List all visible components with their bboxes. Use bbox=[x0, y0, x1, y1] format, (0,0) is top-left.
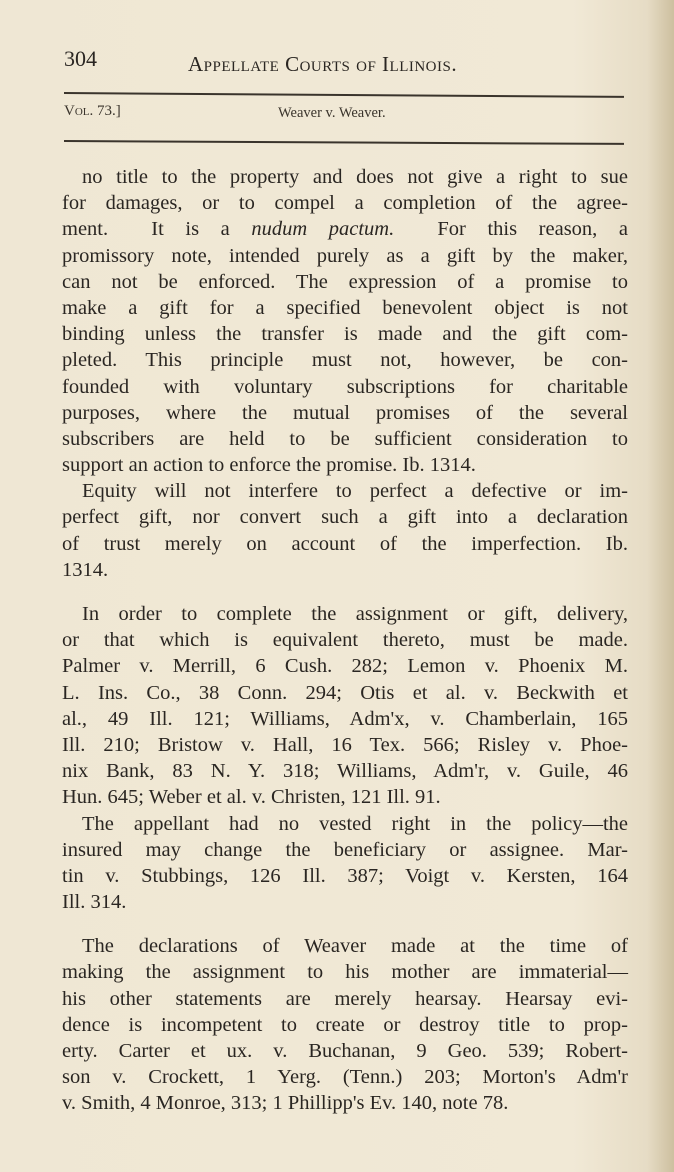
text-line: promissory note, intended purely as a gift by the maker, bbox=[62, 244, 628, 267]
header-rule-top bbox=[64, 92, 624, 97]
text-line: or that which is equivalent thereto, must be made. bbox=[62, 629, 628, 652]
text-line: Ill. 210; Bristow v. Hall, 16 Tex. 566; Risley v. Phoe- bbox=[62, 733, 628, 756]
text-line: no title to the property and does not give a right to sue bbox=[82, 166, 628, 188]
text-line: making the assignment to his mother are immaterial— bbox=[62, 961, 628, 984]
paragraph bbox=[62, 811, 628, 916]
header-rule-bottom bbox=[64, 140, 624, 144]
text-line: of trust merely on account of the imperfection. Ib. bbox=[62, 532, 628, 555]
text-segment: For this reason, a bbox=[394, 218, 628, 241]
italic-phrase: nudum pactum. bbox=[251, 218, 395, 241]
body-text bbox=[62, 164, 628, 1117]
text-line: subscribers are held to be sufficient consideration to bbox=[62, 427, 628, 450]
text-line bbox=[62, 216, 628, 242]
text-line: Hun. 645; Weber et al. v. Christen, 121 Ill. 91. bbox=[62, 786, 441, 809]
text-line: support an action to enforce the promise. Ib. 1314. bbox=[62, 454, 476, 477]
text-line: insured may change the beneficiary or assignee. Mar- bbox=[62, 838, 628, 861]
running-title: Appellate Courts of Illinois. bbox=[188, 52, 458, 76]
paragraph bbox=[62, 601, 628, 811]
paragraph bbox=[62, 164, 628, 478]
text-line: can not be enforced. The expression of a promise to bbox=[62, 270, 628, 293]
text-line: L. Ins. Co., 38 Conn. 294; Otis et al. v. Beckwith et bbox=[62, 681, 628, 704]
text-line: Ill. 314. bbox=[62, 891, 127, 914]
text-line: The declarations of Weaver made at the time of bbox=[82, 935, 628, 958]
page-number: 304 bbox=[64, 46, 97, 71]
text-line: The appellant had no vested right in the policy—the bbox=[82, 812, 628, 835]
text-line: for damages, or to compel a completion of the agree- bbox=[62, 192, 628, 215]
text-line: pleted. This principle must not, however, be con- bbox=[62, 349, 628, 372]
text-line: 1314. bbox=[62, 558, 109, 581]
text-line: binding unless the transfer is made and the gift com- bbox=[62, 323, 628, 346]
text-line: v. Smith, 4 Monroe, 313; 1 Phillipp's Ev. 140, note 78. bbox=[62, 1092, 509, 1115]
text-line: perfect gift, nor convert such a gift into a declaration bbox=[62, 506, 628, 529]
text-line: tin v. Stubbings, 126 Ill. 387; Voigt v. Kersten, 164 bbox=[62, 864, 628, 887]
text-line: his other statements are merely hearsay. Hearsay evi- bbox=[62, 987, 628, 1010]
text-line: nix Bank, 83 N. Y. 318; Williams, Adm'r, v. Guile, 46 bbox=[62, 760, 628, 783]
text-line: son v. Crockett, 1 Yerg. (Tenn.) 203; Morton's Adm'r bbox=[62, 1066, 628, 1089]
text-line: al., 49 Ill. 121; Williams, Adm'x, v. Chamberlain, 165 bbox=[62, 707, 628, 730]
case-title: Weaver v. Weaver. bbox=[278, 105, 386, 121]
text-line: Equity will not interfere to perfect a defective or im- bbox=[82, 480, 628, 503]
text-line: Palmer v. Merrill, 6 Cush. 282; Lemon v. Phoenix M. bbox=[62, 655, 628, 678]
paragraph bbox=[62, 933, 628, 1116]
paragraph bbox=[62, 478, 628, 583]
text-line: purposes, where the mutual promises of the several bbox=[62, 401, 628, 424]
volume-label: Vol. 73.] bbox=[64, 103, 121, 119]
text-line: erty. Carter et ux. v. Buchanan, 9 Geo. 539; Robert- bbox=[62, 1040, 628, 1062]
text-line: founded with voluntary subscriptions for charitable bbox=[62, 375, 628, 398]
text-line: make a gift for a specified benevolent object is not bbox=[62, 296, 628, 319]
text-segment: ment. It is a bbox=[62, 218, 252, 241]
text-line: In order to complete the assignment or gift, delivery, bbox=[82, 603, 628, 625]
text-line: dence is incompetent to create or destroy title to prop- bbox=[62, 1013, 628, 1036]
